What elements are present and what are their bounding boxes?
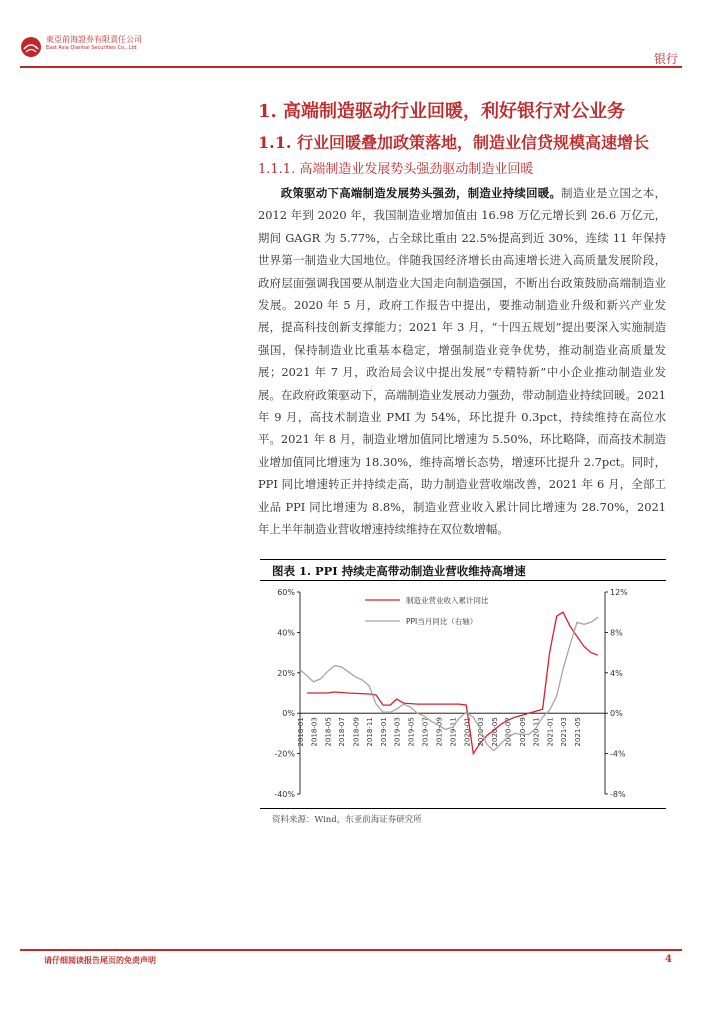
x-tick-label: 2020-05 (490, 717, 499, 747)
y-right-tick-label: 4% (610, 668, 623, 678)
figure-top-divider (260, 559, 666, 560)
chart (260, 581, 666, 808)
body-paragraph (258, 182, 666, 541)
legend-label-2: PPI当月同比（右轴） (406, 617, 478, 626)
company-name-cn: 東亞前海證券有限責任公司 (46, 35, 142, 44)
x-tick-label: 2019-03 (393, 717, 402, 747)
section-heading-2: 1.1. 行业回暖叠加政策落地，制造业信贷规模高速增长 (258, 133, 649, 152)
y-left-tick-label: 40% (277, 628, 295, 638)
x-tick-label: 2018-11 (366, 717, 375, 747)
y-left-tick-label: 60% (277, 588, 295, 597)
x-tick-label: 2019-01 (380, 717, 389, 747)
sector-label: 银行 (653, 52, 678, 66)
page-number: 4 (665, 954, 672, 965)
company-name-en: East Asia Qianhai Securities Co., Ltd. (46, 45, 139, 51)
header-divider (20, 66, 682, 68)
figure-title: 图表 1. PPI 持续走高带动制造业营收维持高增速 (272, 564, 526, 578)
x-tick-label: 2019-05 (407, 717, 416, 747)
x-tick-label: 2020-01 (463, 717, 472, 747)
section-heading-1: 1. 高端制造驱动行业回暖，利好银行对公业务 (258, 101, 626, 122)
x-tick-label: 2018-09 (352, 717, 361, 747)
x-tick-label: 2018-05 (324, 717, 333, 747)
figure-bottom-divider (260, 808, 666, 809)
y-left-tick-label: 0% (282, 709, 295, 719)
logo-mark-icon (20, 36, 42, 58)
x-tick-label: 2020-07 (504, 717, 513, 747)
y-right-tick-label: -4% (610, 749, 626, 759)
x-tick-label: 2019-11 (449, 717, 458, 747)
paragraph-lead: 政策驱动下高端制造发展势头强劲，制造业持续回暖。 (280, 186, 562, 200)
y-right-tick-label: 8% (610, 628, 623, 638)
footer-disclaimer: 请仔细阅读报告尾页的免责声明 (44, 955, 156, 965)
x-tick-label: 2019-07 (421, 717, 430, 747)
x-tick-label: 2021-01 (546, 717, 555, 747)
x-tick-label: 2020-09 (518, 717, 527, 747)
x-tick-label: 2018-03 (310, 717, 319, 747)
x-tick-label: 2020-03 (476, 717, 485, 747)
x-tick-label: 2018-07 (338, 717, 347, 747)
x-tick-label: 2019-09 (435, 717, 444, 747)
figure-source: 资料来源：Wind，东亚前海证券研究所 (272, 815, 422, 825)
y-right-tick-label: 12% (610, 588, 628, 597)
x-tick-label: 2018-01 (297, 717, 305, 747)
section-heading-3: 1.1.1. 高端制造业发展势头强劲驱动制造业回暖 (258, 162, 534, 177)
paragraph-text: 制造业是立国之本，2012 年到 2020 年，我国制造业增加值由 16.98 万亿元增长到 26.6 万亿元，期间 GAGR 为 5.77%，占全球比重由 22.5%提高到近 30%，连续 11 年保持世界第一制造业大国地位。伴随我国经济增长由高速增长进入高质量发展阶段，政府层面强调我国要从制造业大国走向制造强国，不断出台政策鼓励高端制造业发展。2020 年 5 月，政府工作报告中提出，要推动制造业升级和新兴产业发展，提高科技创新支撑能力；2021 年 3 月，“十四五规划”提出要深入实施制造强国，保持制造业比重基本稳定，增强制造业竞争优势，推动制造业高质量发展；2021 年 7 月，政治局会议中提出发展“专精特新”中小企业推动制造业发展。在政府政策驱动下，高端制造业发展动力强劲，带动制造业持续回暖。2021 年 9 月，高技术制造业 PMI 为 54%，环比提升 0.3pct，持续维持在高位水平。2021 年 8 月，制造业增加值同比增速为 5.50%，环比略降，而高技术制造业增加值同比增速为 18.30%，维持高增长态势，增速环比提升 2.7pct。同时，PPI 同比增速转正并持续走高，助力制造业营收端改善，2021 年 6 月，全部工业品 PPI 同比增速为 8.8%，制造业营业收入累计同比增速为 28.70%，2021 年上半年制造业营收增速持续维持在双位数增幅。 (258, 186, 666, 537)
y-left-tick-label: 20% (277, 668, 295, 678)
legend-label-1: 制造业营业收入累计同比 (406, 596, 489, 605)
y-right-tick-label: -8% (610, 790, 626, 799)
x-tick-label: 2020-11 (532, 717, 541, 747)
x-tick-label: 2021-03 (560, 717, 569, 747)
footer-divider (20, 949, 682, 951)
x-tick-label: 2021-05 (573, 717, 582, 747)
y-left-tick-label: -40% (274, 790, 295, 799)
y-left-tick-label: -20% (274, 749, 295, 759)
chart-svg (260, 581, 666, 808)
y-right-tick-label: 0% (610, 709, 623, 719)
